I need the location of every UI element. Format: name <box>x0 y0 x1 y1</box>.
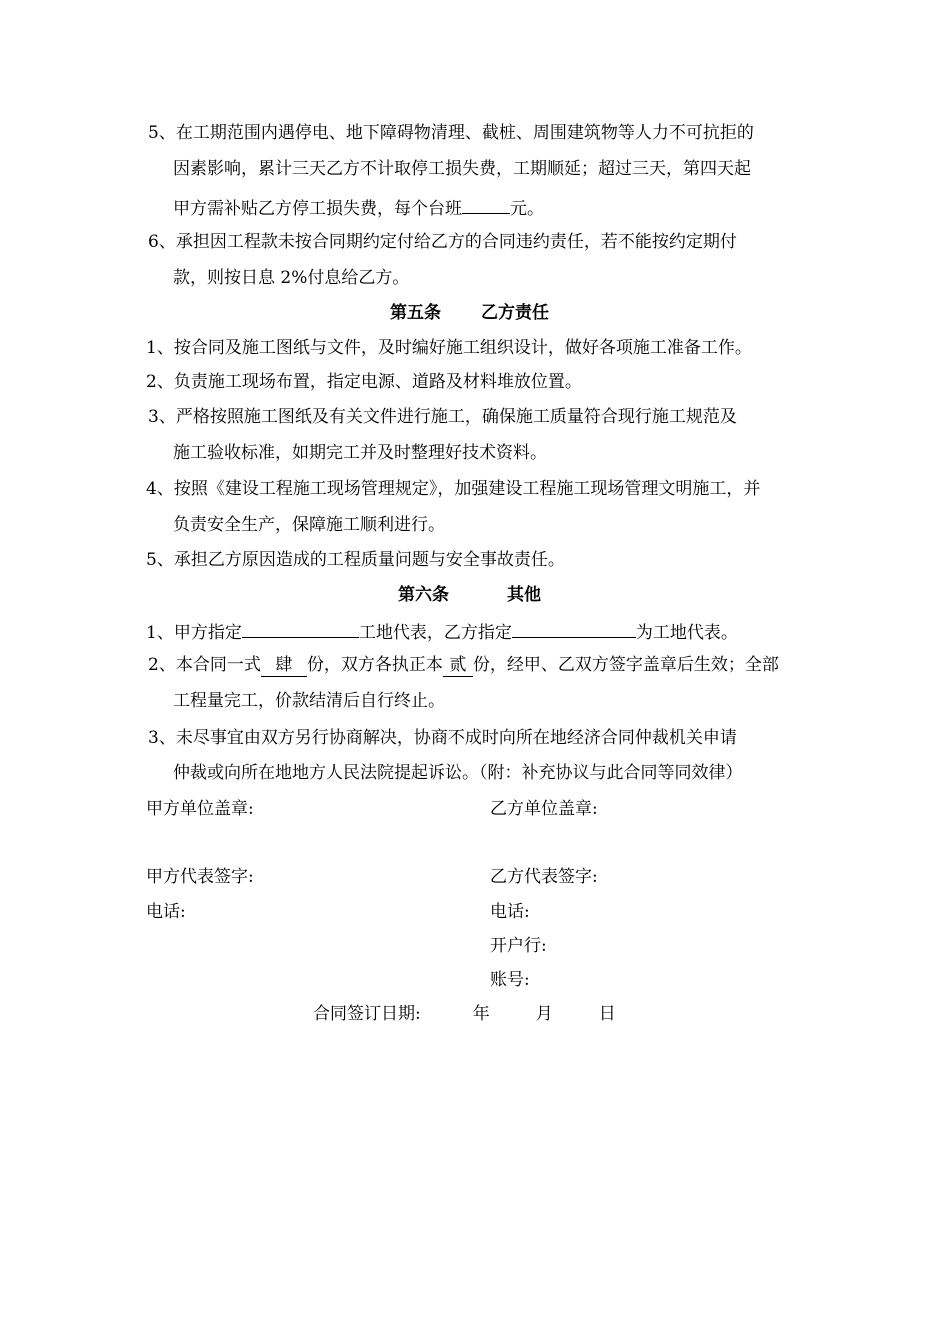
sec4-item6-line2: 款，则按日息 2%付息给乙方。 <box>173 268 410 288</box>
party-b-seal-label: 乙方单位盖章: <box>490 799 598 819</box>
sec6-title-no: 第六条 <box>398 585 449 605</box>
sec5-item2: 2、负责施工现场布置，指定电源、道路及材料堆放位置。 <box>146 372 582 392</box>
party-a-phone-label: 电话: <box>146 902 186 922</box>
sec6-title <box>398 584 541 606</box>
party-b-rep-label: 乙方代表签字: <box>490 867 598 887</box>
sec6-item3-line2: 仲裁或向所在地地方人民法院提起诉讼。（附：补充协议与此合同等同效律） <box>173 763 743 783</box>
sec4-item5-line3-post: 元。 <box>510 199 544 219</box>
party-b-account-label: 账号: <box>490 970 530 990</box>
party-b-phone-label: 电话: <box>490 902 530 922</box>
daily-compensation-blank[interactable] <box>462 195 510 214</box>
sec5-title-name: 乙方责任 <box>481 303 549 323</box>
sec5-item1: 1、按合同及施工图纸与文件，及时编好施工组织设计，做好各项施工准备工作。 <box>146 338 752 358</box>
sec5-title <box>390 302 549 324</box>
sec5-item4-line2: 负责安全生产，保障施工顺利进行。 <box>173 515 445 535</box>
sec5-item3-line1: 3、严格按照施工图纸及有关文件进行施工，确保施工质量符合现行施工规范及 <box>148 407 737 427</box>
sec6-item1-c: 为工地代表。 <box>635 623 738 643</box>
party-a-seal-label: 甲方单位盖章: <box>146 799 254 819</box>
originals-count: 贰 <box>443 654 473 677</box>
sec6-item2-c: 份，经甲、乙双方签字盖章后生效；全部 <box>472 655 779 675</box>
sec6-item1-b: 工地代表，乙方指定 <box>358 623 512 643</box>
copies-count: 肆 <box>261 654 307 677</box>
date-year: 年 <box>472 1004 490 1024</box>
sec5-item5: 5、承担乙方原因造成的工程质量问题与安全事故责任。 <box>146 550 565 570</box>
date-month: 月 <box>535 1004 553 1024</box>
sec6-item2-b: 份，双方各执正本 <box>306 655 443 675</box>
sec6-item1 <box>146 619 738 644</box>
party-a-rep-blank[interactable] <box>242 619 359 638</box>
sec5-title-no: 第五条 <box>390 303 441 323</box>
sec4-item5-line3-pre: 甲方需补贴乙方停工损失费，每个台班 <box>173 199 462 219</box>
sec6-item1-a: 1、甲方指定 <box>146 623 242 643</box>
contract-date-row <box>313 1003 616 1025</box>
contract-date-label: 合同签订日期: <box>313 1004 421 1024</box>
sec4-item6-line1: 6、承担因工程款未按合同期约定付给乙方的合同违约责任，若不能按约定期付 <box>148 232 737 252</box>
sec6-item2-line1 <box>148 654 779 677</box>
sec6-item2-line2: 工程量完工，价款结清后自行终止。 <box>173 691 445 711</box>
date-day: 日 <box>598 1004 616 1024</box>
sec6-item3-line1: 3、未尽事宜由双方另行协商解决，协商不成时向所在地经济合同仲裁机关申请 <box>148 728 737 748</box>
sec5-item3-line2: 施工验收标准，如期完工并及时整理好技术资料。 <box>173 443 547 463</box>
sec6-title-name: 其他 <box>507 585 541 605</box>
party-b-rep-blank[interactable] <box>512 619 636 638</box>
sec6-item2-a: 2、本合同一式 <box>148 655 261 675</box>
sec4-item5-line3 <box>173 195 544 220</box>
sec4-item5-line2: 因素影响，累计三天乙方不计取停工损失费，工期顺延；超过三天，第四天起 <box>173 159 751 179</box>
sec4-item5-line1: 5、在工期范围内遇停电、地下障碍物清理、截桩、周围建筑物等人力不可抗拒的 <box>148 123 754 143</box>
party-b-bank-label: 开户行: <box>490 936 547 956</box>
party-a-rep-label: 甲方代表签字: <box>146 867 254 887</box>
sec5-item4-line1: 4、按照《建设工程施工现场管理规定》，加强建设工程施工现场管理文明施工，并 <box>146 479 761 499</box>
